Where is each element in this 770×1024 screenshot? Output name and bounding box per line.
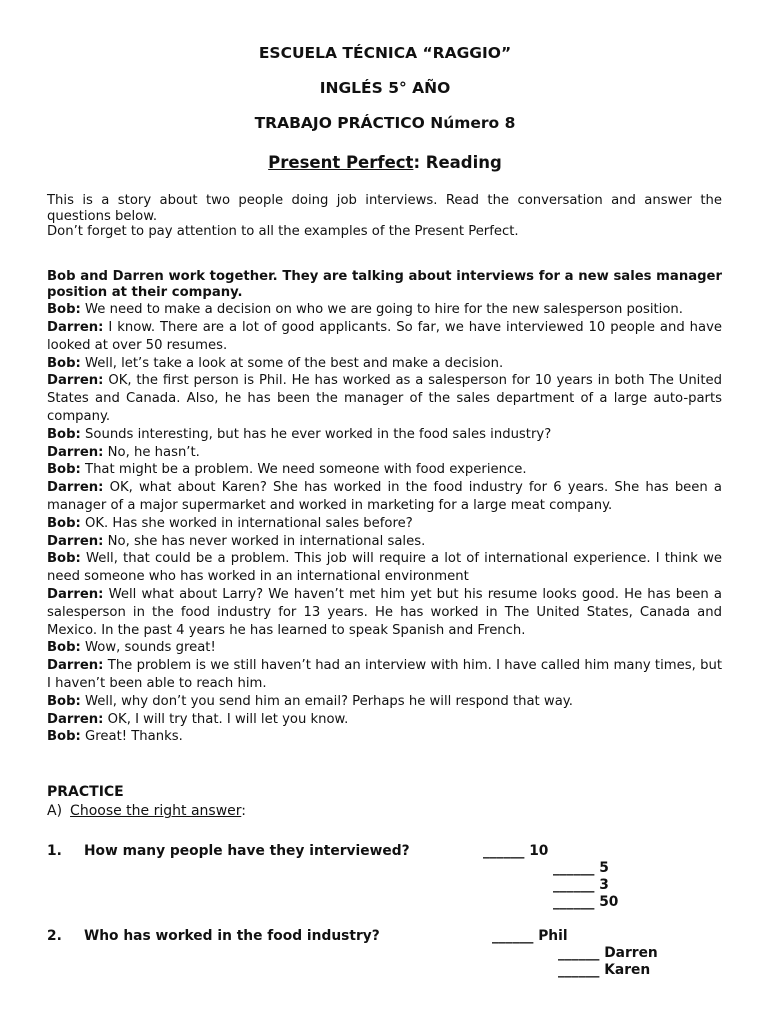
dialogue-line — [47, 711, 722, 729]
question-2 — [47, 928, 380, 944]
instruction-text: Choose the right answer — [70, 803, 242, 819]
line-text: OK, I will try that. I will let you know. — [103, 711, 349, 727]
speaker: Darren: — [47, 586, 104, 602]
speaker: Bob: — [47, 355, 81, 371]
answer-option[interactable]: ______ Karen — [558, 962, 651, 978]
line-text: We need to make a decision on who we are going to hire for the new salesperson position. — [80, 302, 683, 318]
line-text: I know. There are a lot of good applicants. So far, we have interviewed 10 people and have looked at over 50 resumes. — [47, 319, 722, 353]
dialogue-line — [47, 657, 722, 693]
answer-option[interactable]: ______ 5 — [553, 860, 609, 876]
instruction-paragraph: This is a story about two people doing job interviews. Read the conversation and answer the questions below. — [47, 193, 722, 224]
dialogue-line — [47, 479, 722, 515]
dialogue-line — [47, 550, 722, 586]
dialogue-line — [47, 728, 722, 746]
question-text: How many people have they interviewed? — [84, 843, 410, 859]
speaker: Darren: — [47, 444, 104, 460]
topic-rest: : Reading — [413, 153, 502, 172]
answer-option[interactable]: ______ Darren — [558, 945, 658, 961]
answer-option[interactable]: ______ 10 — [483, 843, 549, 859]
instruction-colon: : — [241, 803, 246, 819]
speaker: Bob: — [47, 551, 81, 567]
line-text: Wow, sounds great! — [80, 640, 216, 656]
line-text: Great! Thanks. — [80, 729, 183, 745]
topic-title — [0, 153, 770, 172]
dialogue-intro: Bob and Darren work together. They are talking about interviews for a new sales manager position at their company. — [47, 269, 722, 300]
answer-option[interactable]: ______ Phil — [492, 928, 568, 944]
dialogue-line — [47, 586, 722, 639]
line-text: OK, the first person is Phil. He has worked as a salesperson for 10 years in both The United States and Canada. Also, he has been the manager of the sales department of a large auto-parts company. — [47, 373, 722, 424]
dialogue-line — [47, 355, 722, 373]
speaker: Darren: — [47, 533, 104, 549]
topic-underlined: Present Perfect — [268, 153, 414, 172]
question-number: 1. — [47, 843, 62, 859]
instruction-letter: A) — [47, 803, 63, 819]
speaker: Darren: — [47, 658, 104, 674]
line-text: The problem is we still haven’t had an interview with him. I have called him many times, but I haven’t been able to reach him. — [47, 658, 722, 691]
dialogue-line — [47, 426, 722, 444]
assignment-title: TRABAJO PRÁCTICO Número 8 — [254, 114, 516, 132]
line-text: That might be a problem. We need someone with food experience. — [80, 462, 527, 478]
speaker: Bob: — [47, 426, 81, 442]
instruction-reminder: Don’t forget to pay attention to all the examples of the Present Perfect. — [47, 224, 519, 239]
practice-instruction — [47, 803, 246, 819]
speaker: Bob: — [47, 640, 81, 656]
speaker: Darren: — [47, 373, 104, 389]
line-text: Well what about Larry? We haven’t met him yet but his resume looks good. He has been a salesperson in the food industry for 13 years. He has worked in The United States, Canada and Mexico. In the past 4 years he has learned to speak Spanish and French. — [47, 586, 722, 638]
line-text: No, he hasn’t. — [103, 444, 200, 460]
line-text: No, she has never worked in international sales. — [103, 533, 426, 549]
speaker: Darren: — [47, 711, 104, 727]
dialogue-line — [47, 444, 722, 462]
dialogue-line — [47, 693, 722, 711]
speaker: Bob: — [47, 515, 81, 531]
dialogue-line — [47, 533, 722, 551]
line-text: OK. Has she worked in international sales before? — [80, 515, 413, 531]
speaker: Darren: — [47, 319, 104, 335]
dialogue-line — [47, 515, 722, 533]
question-1 — [47, 843, 410, 859]
school-name: ESCUELA TÉCNICA “RAGGIO” — [258, 44, 512, 62]
speaker: Bob: — [47, 693, 81, 709]
line-text: Well, why don’t you send him an email? Perhaps he will respond that way. — [80, 693, 573, 709]
line-text: Sounds interesting, but has he ever worked in the food sales industry? — [80, 426, 552, 442]
course-title: INGLÉS 5° AÑO — [319, 79, 451, 97]
line-text: Well, let’s take a look at some of the best and make a decision. — [80, 355, 504, 371]
dialogue — [47, 269, 722, 746]
question-text: Who has worked in the food industry? — [84, 928, 380, 944]
speaker: Bob: — [47, 302, 81, 318]
dialogue-line — [47, 301, 722, 319]
answer-option[interactable]: ______ 50 — [553, 894, 619, 910]
practice-heading: PRACTICE — [47, 784, 124, 800]
speaker: Bob: — [47, 729, 81, 745]
dialogue-line — [47, 461, 722, 479]
dialogue-line — [47, 639, 722, 657]
line-text: OK, what about Karen? She has worked in the food industry for 6 years. She has been a manager of a major supermarket and worked in marketing for a large meat company. — [47, 480, 722, 513]
answer-option[interactable]: ______ 3 — [553, 877, 609, 893]
speaker: Darren: — [47, 480, 104, 496]
question-number: 2. — [47, 928, 62, 944]
speaker: Bob: — [47, 462, 81, 478]
dialogue-line — [47, 372, 722, 425]
line-text: Well, that could be a problem. This job will require a lot of international experience. I think we need someone who has worked in an international environment — [47, 551, 722, 585]
dialogue-line — [47, 319, 722, 355]
